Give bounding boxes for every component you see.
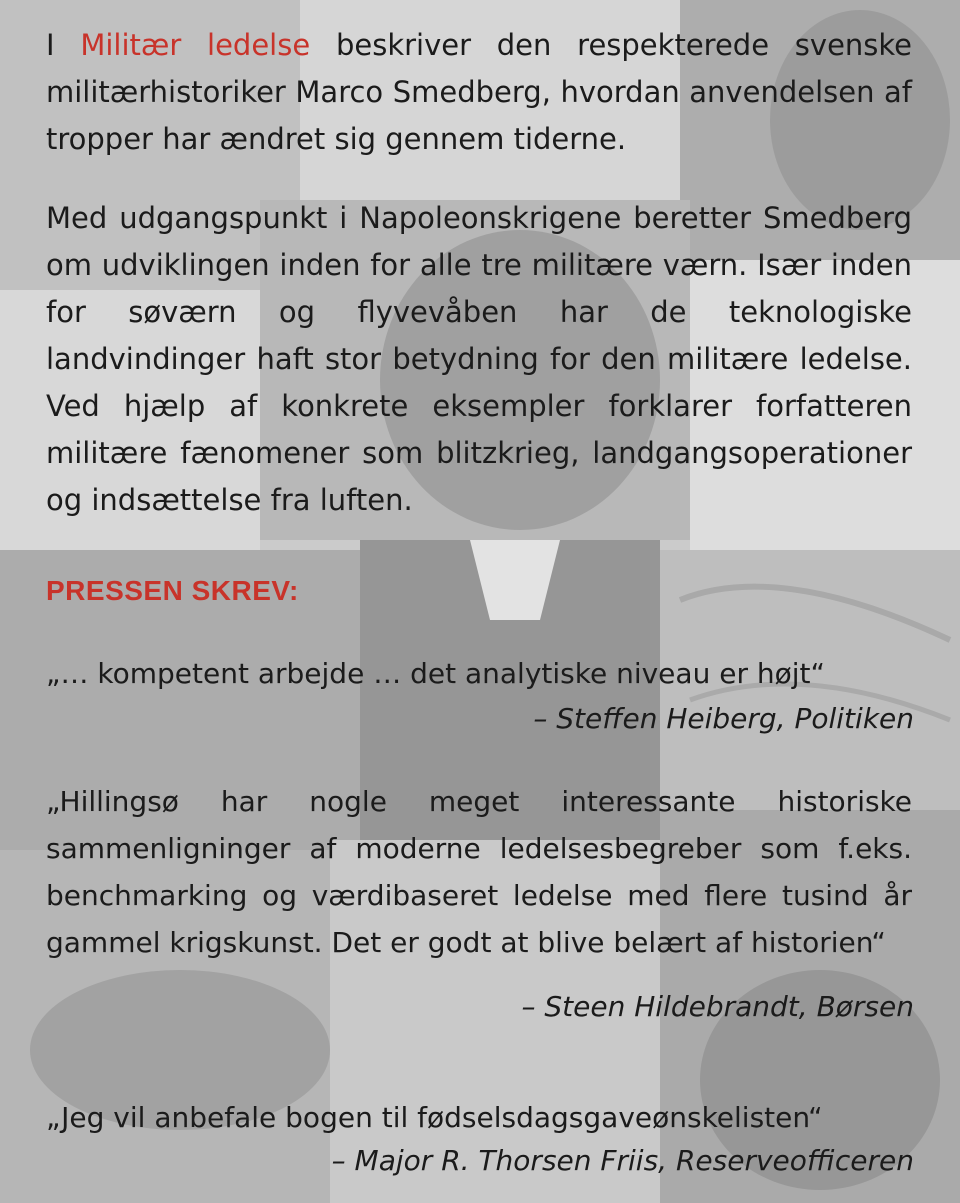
quote-3-text: „Jeg vil anbefale bogen til fødselsdagsgaveønskelisten“ bbox=[46, 1101, 823, 1134]
quote-2-attribution: – Steen Hildebrandt, Børsen bbox=[521, 990, 914, 1023]
quote-1-text: „… kompetent arbejde … det analytiske niveau er højt“ bbox=[46, 657, 825, 690]
intro-text: beskriver den respekterede svenske militærhistoriker Marco Smedberg, hvordan anvendelsen af tropper har ændret sig gennem tiderne. bbox=[46, 28, 912, 156]
quote-3-attribution: – Major R. Thorsen Friis, Reserveofficeren bbox=[331, 1144, 914, 1177]
quote-1-attribution: – Steffen Heiberg, Politiken bbox=[533, 702, 914, 735]
quote-2-text: „Hillingsø har nogle meget interessante historiske sammenligninger af moderne ledelsesbegreber som f.eks. benchmarking og værdibaseret ledelse med flere tusind år gammel krigskunst. Det er godt at blive belært af historien“ bbox=[46, 785, 912, 959]
book-title: Militær ledelse bbox=[80, 28, 311, 62]
body-paragraph: Med udgangspunkt i Napoleonskrigene beretter Smedberg om udviklingen inden for alle tre militære værn. Især inden for søværn og flyvevåben har de teknologiske landvindinger haft stor betydning for den militære ledelse. Ved hjælp af konkrete eksempler forklarer forfatteren militære fænomener som blitzkrieg, landgangsoperationer og indsættelse fra luften. bbox=[46, 201, 912, 517]
intro-paragraph bbox=[46, 22, 912, 163]
press-heading: PRESSEN SKREV: bbox=[46, 575, 299, 606]
intro-prefix: I bbox=[46, 28, 81, 62]
